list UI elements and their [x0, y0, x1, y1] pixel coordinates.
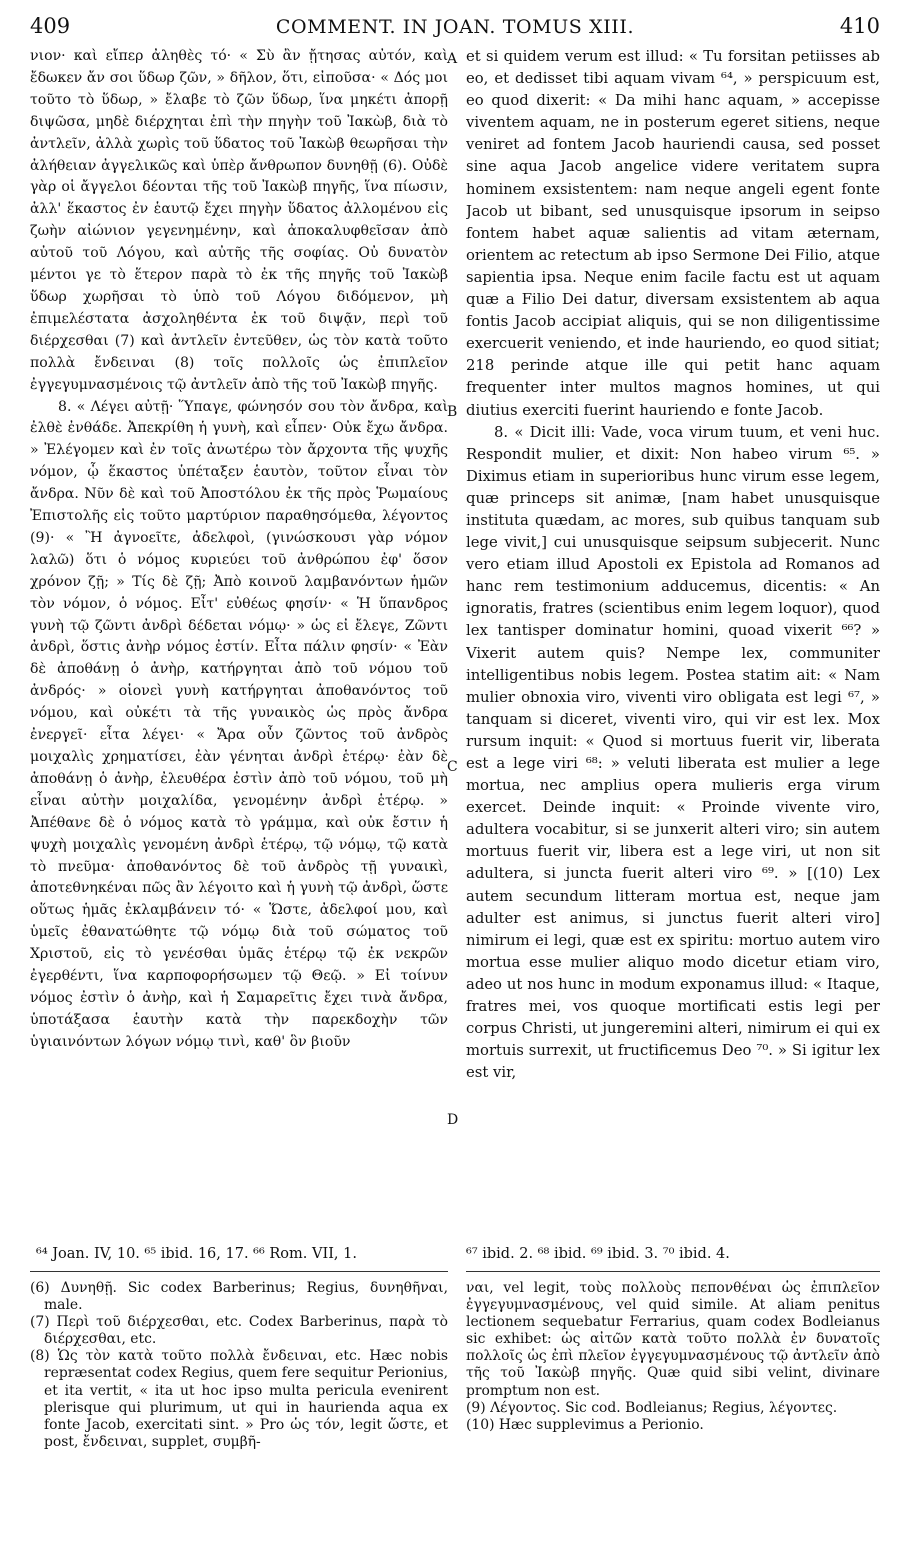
latin-text-column — [466, 46, 880, 1084]
footnote: (10) Hæc supplevimus a Perionio. — [466, 1416, 704, 1433]
footnote-references-left: ⁶⁴ Joan. IV, 10. ⁶⁵ ibid. 16, 17. ⁶⁶ Rom. VII, 1. — [36, 1246, 357, 1262]
page-number-right: 410 — [839, 14, 880, 38]
footnote: (8) Ὡς τὸν κατὰ τοῦτο πολλὰ ἔνδειναι, etc. Hæc nobis repræsentat codex Regius, quem fere sequitur Perionius, et ita vertit, « ita ut hoc ipso multa pericula evenirent plerisque qui plurimum, ut qui in haurienda aqua ex fonte Jacob, exercitati sint. » Pro ὡς τόν, legit ὥστε, et post, ἔνδειναι, supplet, συμβῆ- — [30, 1348, 448, 1450]
footnote: (7) Περὶ τοῦ διέρχεσθαι, etc. Codex Barberinus, παρὰ τὸ διέρχεσθαι, etc. — [30, 1314, 448, 1348]
footnotes-right — [466, 1280, 880, 1434]
footnotes-left — [30, 1280, 448, 1451]
greek-paragraph: 8. « Λέγει αὐτῇ· Ὕπαγε, φώνησόν σου τὸν ἄνδρα, καὶ ἐλθὲ ἐνθάδε. Ἀπεκρίθη ἡ γυνὴ, καὶ εἶπεν· Οὐκ ἔχω ἄνδρα. » Ἐλέγομεν καὶ ἐν τοῖς ἀνωτέρω τὸν ἄρχοντα τῆς ψυχῆς νόμον, ᾧ ἕκαστος ὑπέταξεν ἑαυτὸν, τοῦτον εἶναι τὸν ἄνδρα. Νῦν δὲ καὶ τοῦ Ἀποστόλου ἐκ τῆς πρὸς Ῥωμαίους Ἐπιστολῆς εἰς τοῦτο μαρτύριον παραθησόμεθα, λέγοντος (9)· « Ἢ ἀγνοεῖτε, ἀδελφοὶ, (γινώσκουσι γὰρ νόμον λαλῶ) ὅτι ὁ νόμος κυριεύει τοῦ ἀνθρώπου ἐφ' ὅσον χρόνον ζῇ; » Τίς δὲ ζῇ; Ἀπὸ κοινοῦ λαμβανόντων ἡμῶν τὸν νόμον, ὁ νόμος. Εἶτ' εὐθέως φησίν· « Ἡ ὕπανδρος γυνὴ τῷ ζῶντι ἀνδρὶ δέδεται νόμῳ· » ὡς εἰ ἔλεγε, Ζῶντι ἀνδρὶ, ὅστις ἀνὴρ νόμος ἐστίν. Εἶτα πάλιν φησίν· « Ἐὰν δὲ ἀποθάνῃ ὁ ἀνὴρ, κατήργηται ἀπὸ τοῦ νόμου τοῦ ἀνδρός· » οἱονεὶ γυνὴ κατήργηται ἀποθανόντος τοῦ νόμου, καὶ οὐκέτι τὰ τῆς γυναικὸς ὡς πρὸς ἄνδρα ἐνεργεῖ· εἶτα λέγει· « Ἄρα οὖν ζῶντος τοῦ ἀνδρὸς μοιχαλὶς χρηματίσει, ἐὰν γένηται ἀνδρὶ ἑτέρῳ· ἐὰν δὲ ἀποθάνῃ ὁ ἀνὴρ, ἐλευθέρα ἐστὶν ἀπὸ τοῦ νόμου, τοῦ μὴ εἶναι αὐτὴν μοιχαλίδα, γενομένην ἀνδρὶ ἑτέρῳ. » Ἀπέθανε δὲ ὁ νόμος κατὰ τὸ γράμμα, καὶ οὐκ ἔστιν ἡ ψυχὴ μοιχαλὶς γενομένη ἀνδρὶ ἑτέρῳ, τῷ νόμῳ, τῷ κατὰ τὸ πνεῦμα· ἀποθανόντος δὲ τοῦ ἀνδρὸς τῇ γυναικὶ, ἀποτεθνηκέναι πῶς ἂν λέγοιτο καὶ ἡ γυνὴ τῷ ἀνδρὶ, ὥστε οὕτως ἡμᾶς ἐκλαμβάνειν τό· « Ὥστε, ἀδελφοί μου, καὶ ὑμεῖς ἐθανατώθητε τῷ νόμῳ διὰ τοῦ σώματος τοῦ Χριστοῦ, εἰς τὸ γενέσθαι ὑμᾶς ἑτέρῳ τῷ ἐκ νεκρῶν ἐγερθέντι, ἵνα καρποφορήσωμεν τῷ Θεῷ. » Εἰ τοίνυν νόμος ἐστὶν ὁ ἀνὴρ, καὶ ἡ Σαμαρεῖτις ἔχει τινὰ ἄνδρα, ὑποτάξασα ἑαυτὴν κατὰ τὴν παρεκδοχὴν τῶν ὑγιαινόντων λόγων νόμῳ τινὶ, καθ' ὃν βιοῦν — [30, 398, 448, 1050]
footnote: ναι, vel legit, τοὺς πολλοὺς πεπονθέναι ὡς ἐπιπλεῖον ἐγγεγυμνασμένους, vel quid simile. At aliam penitus lectionem sequebatur Ferrarius, quam codex Bodleianus sic exhibet: ὡς αἰτῶν κατὰ τοῦτο πολλὰ ἐν δυνατοῖς πολλοῖς ὡς ἐπὶ πλεῖον ἐγγεγυμνασμένους τῷ ἀντλεῖν ἀπὸ τῆς τοῦ Ἰακὼβ πηγῆς. Quæ quid sibi velint, divinare promptum non est. — [466, 1280, 880, 1399]
running-title: COMMENT. IN JOAN. TOMUS XIII. — [275, 16, 635, 38]
footnote-references-right: ⁶⁷ ibid. 2. ⁶⁸ ibid. ⁶⁹ ibid. 3. ⁷⁰ ibid. 4. — [466, 1246, 730, 1262]
greek-text-column — [30, 46, 448, 1054]
margin-letter: B — [447, 404, 458, 420]
margin-letter: C — [447, 759, 458, 775]
latin-paragraph: et si quidem verum est illud: « Tu forsitan petiisses ab eo, et dedisset tibi aquam vivam ⁶⁴, » perspicuum est, eo quod dixerit: « Da mihi hanc aquam, » accepisse viventem aquam, ne in posterum egeret sitiens, neque veniret ad fontem Jacob hauriendi causa, sed posset sine aqua Jacob angelice videre veritatem supra hominem exsistentem: nam neque angeli egent fonte Jacob ut bibant, sed unusquisque ipsorum in seipso fontem habet aquæ salientis ad vitam æternam, orientem ac retectum ab ipso Sermone Dei Filio, atque sapientia ipsa. Neque enim facile factu est ut aquam quæ a Filio Dei datur, diversam exsistentem ab aqua fontis Jacob accipiat aliquis, qui se non diligentissime exercuerit veniendo, et inde hauriendo, eo quod sitiat; 218 perinde atque ille qui petit hanc aquam frequenter inter multos magnos homines, ut qui diutius exerciti fuerint hauriendo e fonte Jacob. — [466, 48, 880, 419]
latin-paragraph: 8. « Dicit illi: Vade, voca virum tuum, et veni huc. Respondit mulier, et dixit: Non habeo virum ⁶⁵. » Diximus etiam in superioribus hunc virum esse legem, quæ princeps sit animæ, [nam habet unusquisque instituta quædam, ac mores, sub quibus tanquam sub lege vivit,] cui unusquisque seipsum subjecerit. Nunc vero etiam illud Apostoli ex Epistola ad Romanos ad hanc rem testimonium adducemus, dicentis: « An ignoratis, fratres (scientibus enim legem loquor), quod lex tantisper dominatur homini, quoad vixerit ⁶⁶? » Vixerit autem quis? Nempe lex, communiter intelligentibus nobis legem. Postea statim ait: « Nam mulier obnoxia viro, viventi viro obligata est legi ⁶⁷, » tanquam si diceret, viventi viro, qui vir est lex. Mox rursum inquit: « Quod si mortuus fuerit vir, liberata est a lege viri ⁶⁸: » veluti liberata est mulier a lege mortua, nec amplius opera mulieris erga virum exercet. Deinde inquit: « Proinde vivente viro, adultera vocabitur, si se junxerit alteri viro; sin autem mortuus fuerit vir, libera est a lege viri, ut non sit adultera, si juncta fuerit alteri viro ⁶⁹. » [(10) Lex autem secundum litteram mortua est, neque jam adulter est animus, si junctus fuerit alteri viro] nimirum ei legi, quæ est ex spiritu: mortuo autem viro mortua esse mulier aliquo modo dicetur etiam viro, adeo ut nos hunc in modum exponamus illud: « Itaque, fratres mei, vos quoque mortificati estis legi per corpus Christi, ut jungeremini alteri, nimirum ei qui ex mortuis surrexit, ut fructificemus Deo ⁷⁰. » Si igitur lex est vir, — [466, 423, 880, 1082]
margin-letter: A — [447, 51, 458, 67]
page-header — [30, 14, 880, 40]
footnote-rule-right — [466, 1271, 880, 1272]
footnote: (6) Δυνηθῇ. Sic codex Barberinus; Regius, δυνηθῆναι, male. — [30, 1280, 448, 1314]
footnote: (9) Λέγοντος. Sic cod. Bodleianus; Regius, λέγοντες. — [466, 1399, 838, 1416]
footnote-rule-left — [30, 1271, 448, 1272]
margin-letter: D — [447, 1112, 459, 1128]
greek-paragraph: νιον· καὶ εἴπερ ἀληθὲς τό· « Σὺ ἂν ᾔτησας αὐτόν, καὶ ἔδωκεν ἄν σοι ὕδωρ ζῶν, » δῆλον, ὅτι, εἰποῦσα· « Δός μοι τοῦτο τὸ ὕδωρ, » ἔλαβε τὸ ζῶν ὕδωρ, ἵνα μηκέτι ἀπορῇ διψῶσα, μηδὲ διέρχηται ἐπὶ τὴν πηγὴν τοῦ Ἰακὼβ, διὰ τὸ ἀντλεῖν, ἀλλὰ χωρὶς τοῦ ὕδατος τοῦ Ἰακὼβ θεωρῆσαι τὴν ἀλήθειαν ἀγγελικῶς καὶ ὑπὲρ ἄνθρωπον δυνηθῇ (6). Οὐδὲ γὰρ οἱ ἄγγελοι δέονται τῆς τοῦ Ἰακὼβ πηγῆς, ἵνα πίωσιν, ἀλλ' ἕκαστος ἐν ἑαυτῷ ἔχει πηγὴν ὕδατος ἀλλομένου εἰς ζωὴν αἰώνιον γεγενημένην, καὶ ἀποκαλυφθεῖσαν ἀπὸ αὐτοῦ τοῦ Λόγου, καὶ αὐτῆς τῆς σοφίας. Οὐ δυνατὸν μέντοι γε τὸ ἕτερον παρὰ τὸ ἐκ τῆς πηγῆς τοῦ Ἰακὼβ ὕδωρ χωρῆσαι τὸ ὑπὸ τοῦ Λόγου διδόμενον, μὴ ἐπιμελέστατα ἀσχοληθέντα ἐκ τοῦ διψᾷν, περὶ τοῦ διέρχεσθαι (7) καὶ ἀντλεῖν ἐντεῦθεν, ὡς τὸν κατὰ τοῦτο πολλὰ ἔνδειναι (8) τοῖς πολλοῖς ὡς ἐπιπλεῖον ἐγγεγυμνασμένοις τῷ ἀντλεῖν ἀπὸ τῆς τοῦ Ἰακὼβ πηγῆς. — [30, 48, 448, 393]
page-number-left: 409 — [30, 14, 71, 38]
